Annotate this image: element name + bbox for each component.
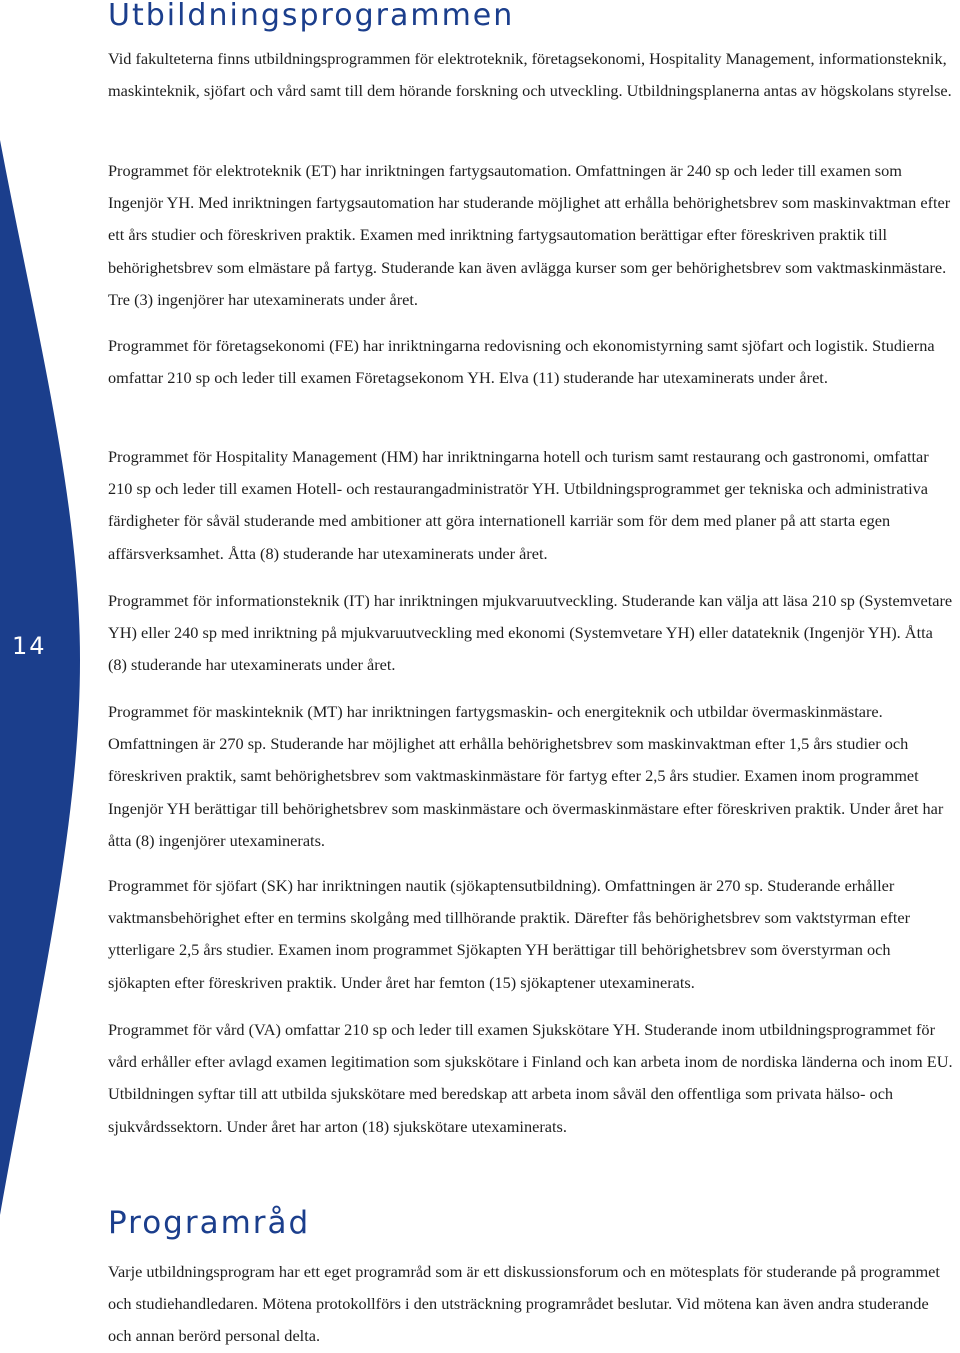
page-number: 14 <box>12 632 47 660</box>
side-band-shape <box>0 0 80 1349</box>
paragraph-maskinteknik: Programmet för maskinteknik (MT) har inriktningen fartygsmaskin- och energiteknik och utbildar övermaskinmästare. Omfattningen är 270 sp. Studerande har möjlighet att erhålla behörighetsbrev som maskinvaktman efter 1,5 års studier och föreskriven praktik, samt behörighetsbrev som vaktmaskinmästare för fartyg efter 2,5 års studier. Examen inom programmet Ingenjör YH berättigar till behörighetsbrev som maskinmästare och övermaskinmästare efter föreskriven praktik. Under året har åtta (8) ingenjörer utexaminerats. <box>108 702 944 850</box>
paragraph-foretagsekonomi: Programmet för företagsekonomi (FE) har inriktningarna redovisning och ekonomistyrning samt sjöfart och logistik. Studierna omfattar 210 sp och leder till examen Företagsekonom YH. Elva (11) studerande har utexaminerats under året. <box>108 336 935 388</box>
paragraph-vard: Programmet för vård (VA) omfattar 210 sp och leder till examen Sjukskötare YH. Studerande inom utbildningsprogrammet för vård erhåller efter avlagd examen legitimation som sjukskötare i Finland och kan arbeta inom de nordiska länderna och inom EU. Utbildningen syftar till att utbilda sjukskötare med beredskap att arbeta inom såväl den offentliga som privata hälso- och sjukvårdssektorn. Under året har arton (18) sjukskötare utexaminerats. <box>108 1020 953 1136</box>
paragraph-intro: Vid fakulteterna finns utbildningsprogrammen för elektroteknik, företagsekonomi, Hospitality Management, informationsteknik, maskinteknik, sjöfart och vård samt till dem hörande forskning och utveckling. Utbildningsplanerna antas av högskolans styrelse. <box>108 49 952 101</box>
paragraph-programrad: Varje utbildningsprogram har ett eget programråd som är ett diskussionsforum och en mötesplats för studerande på programmet och studiehandledaren. Mötena protokollförs i den utsträckning programrådet beslutar. Vid mötena kan även andra studerande och annan berörd personal delta. <box>108 1262 940 1346</box>
paragraph-sjofart: Programmet för sjöfart (SK) har inriktningen nautik (sjökaptensutbildning). Omfattningen är 270 sp. Studerande erhåller vaktmansbehörighet efter en termins skolgång med tillhörande praktik. Därefter fås behörighetsbrev som vaktstyrman efter ytterligare 2,5 års studier. Examen inom programmet Sjökapten YH berättigar till behörighetsbrev som överstyrman och sjökapten efter föreskriven praktik. Under året har femton (15) sjökaptener utexaminerats. <box>108 876 911 992</box>
paragraph-elektroteknik: Programmet för elektroteknik (ET) har inriktningen fartygsautomation. Omfattningen är 240 sp och leder till examen som Ingenjör YH. Med inriktningen fartygsautomation har studerande möjlighet att erhålla behörighetsbrev som maskinvaktman efter ett års studier och föreskriven praktik. Examen med inriktning fartygsautomation berättigar efter föreskriven praktik till behörighetsbrev som elmästare på fartyg. Studerande kan även avlägga kurser som ger behörighetsbrev som vaktmaskinmästare. Tre (3) ingenjörer har utexaminerats under året. <box>108 161 951 309</box>
side-band <box>0 0 80 1349</box>
page-title: Utbildningsprogrammen <box>108 0 515 33</box>
paragraph-informationsteknik: Programmet för informationsteknik (IT) har inriktningen mjukvaruutveckling. Studerande kan välja att läsa 210 sp (Systemvetare YH) eller 240 sp med inriktning på mjukvaruutveckling med ekonomi (Systemvetare YH) eller datateknik (Ingenjör YH). Åtta (8) studerande har utexaminerats under året. <box>108 591 953 675</box>
paragraph-hospitality-management: Programmet för Hospitality Management (HM) har inriktningarna hotell och turism samt restaurang och gastronomi, omfattar 210 sp och leder till examen Hotell- och restaurangadministratör YH. Utbildningsprogrammet ger tekniska och administrativa färdigheter för såväl studerande med ambitioner att göra internationell karriär som för dem med planer på att starta egen affärsverksamhet. Åtta (8) studerande har utexaminerats under året. <box>108 447 929 563</box>
section-title-programrad: Programråd <box>108 1205 311 1241</box>
